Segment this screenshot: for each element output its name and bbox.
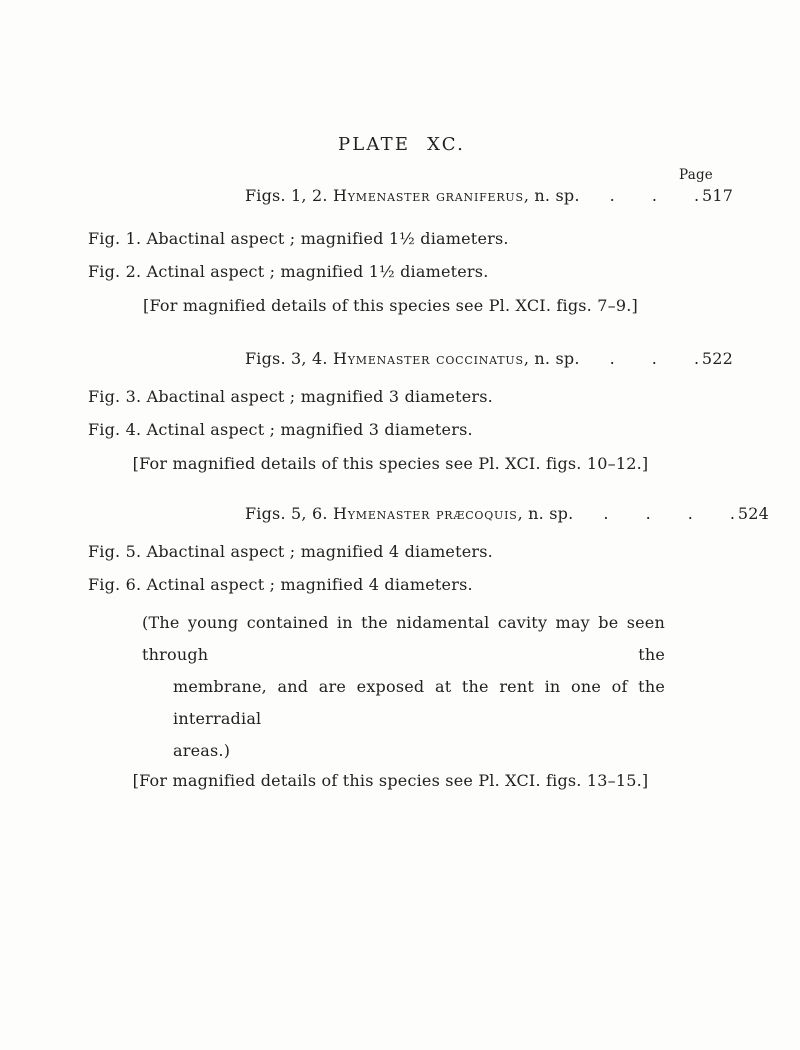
page-column-label: Page (679, 167, 713, 183)
species-name: Hymenaster præcoquis (332, 504, 518, 523)
figure-caption-line: Fig. 4. Actinal aspect ; magnified 3 diameters. (88, 420, 473, 439)
leader-dots: . . . (609, 186, 700, 205)
leader-dots: . . . . (603, 504, 736, 523)
heading-suffix: , n. sp. (517, 504, 574, 523)
cross-reference: [For magnified details of this species see Pl. XCI. figs. 7–9.] (143, 296, 638, 315)
page-number: 517 (701, 186, 734, 205)
heading-suffix: , n. sp. (523, 186, 580, 205)
cross-reference: [For magnified details of this species see Pl. XCI. figs. 13–15.] (132, 771, 649, 790)
note-paragraph (88, 607, 715, 767)
figure-caption-line: Fig. 3. Abactinal aspect ; magnified 3 diameters. (88, 387, 493, 406)
plate-title: PLATE XC. (337, 134, 466, 155)
species-name: Hymenaster coccinatus (332, 349, 524, 368)
figure-caption-line: Fig. 1. Abactinal aspect ; magnified 1½ diameters. (88, 229, 509, 248)
figure-caption-line: Fig. 5. Abactinal aspect ; magnified 4 diameters. (88, 542, 493, 561)
heading-suffix: , n. sp. (523, 349, 580, 368)
section-heading-figs-1-2 (245, 186, 734, 206)
figure-caption-line: Fig. 2. Actinal aspect ; magnified 1½ diameters. (88, 262, 489, 281)
page-number: 522 (701, 349, 734, 368)
heading-prefix: Figs. 3, 4. (245, 349, 333, 368)
page-number: 524 (737, 504, 770, 523)
section-heading-figs-3-4 (245, 349, 734, 369)
note-line: (The young contained in the nidamental cavity may be seen through the (142, 613, 665, 664)
section-heading-figs-5-6 (245, 504, 770, 524)
figure-caption-line: Fig. 6. Actinal aspect ; magnified 4 diameters. (88, 575, 473, 594)
cross-reference: [For magnified details of this species see Pl. XCI. figs. 10–12.] (132, 454, 649, 473)
note-line: areas.) (173, 741, 231, 760)
heading-prefix: Figs. 5, 6. (245, 504, 333, 523)
species-name: Hymenaster graniferus (332, 186, 524, 205)
heading-prefix: Figs. 1, 2. (245, 186, 333, 205)
note-line: membrane, and are exposed at the rent in one of the interradial (173, 677, 665, 728)
leader-dots: . . . (609, 349, 700, 368)
